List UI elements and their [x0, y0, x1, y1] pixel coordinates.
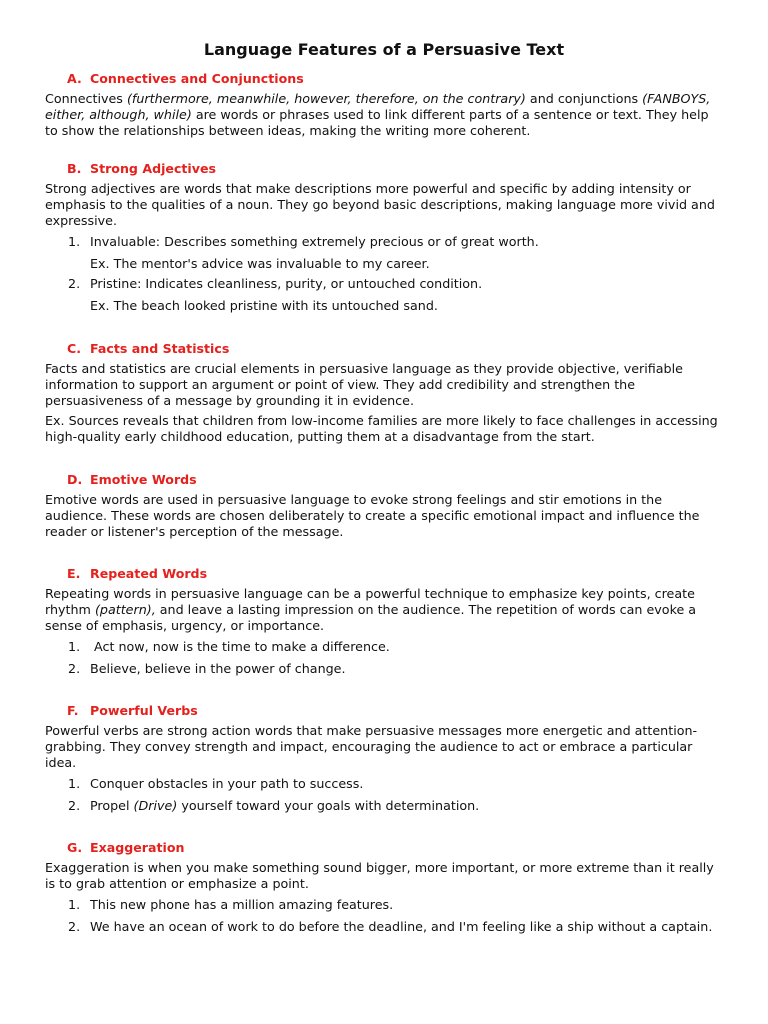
- section-letter: C.: [67, 340, 82, 356]
- section-paragraph: Facts and statistics are crucial elements in persuasive language as they provide objective, verifiable information to support an argument or point of view. They add credibility and strengthen the persuasiveness of a message by grounding it in evidence.: [45, 360, 683, 408]
- section-heading-text: Emotive Words: [90, 471, 197, 487]
- list-item: [45, 919, 723, 935]
- section-heading: [45, 471, 723, 488]
- section-emotive-words: [45, 471, 723, 539]
- section-paragraph: [45, 586, 723, 633]
- section-letter: D.: [67, 471, 83, 487]
- numbered-list: [45, 776, 723, 814]
- section-connectives: [45, 70, 723, 138]
- section-letter: F.: [67, 703, 79, 719]
- list-number: 2.: [68, 660, 81, 676]
- list-number: 1.: [68, 896, 81, 912]
- numbered-list: [45, 897, 723, 935]
- numbered-list: [45, 639, 723, 677]
- section-facts-statistics: [45, 340, 723, 445]
- section-letter: A.: [67, 71, 82, 86]
- list-number: 1.: [68, 638, 81, 654]
- paragraph-text: Connectives: [45, 91, 127, 106]
- section-heading-text: Exaggeration: [90, 840, 185, 856]
- section-paragraph: [45, 91, 723, 138]
- section-heading-text: Strong Adjectives: [90, 161, 216, 177]
- paragraph-text: and conjunctions: [525, 91, 643, 106]
- section-letter: E.: [67, 566, 81, 582]
- list-item: [45, 276, 723, 292]
- list-text-part: Propel: [90, 797, 134, 813]
- numbered-list: [45, 234, 723, 314]
- list-number: 1.: [68, 775, 81, 791]
- paragraph-text: are words or phrases used to link different parts of a sentence or text. They help to show the relationships between ideas, making the writing more coherent.: [45, 106, 709, 138]
- paragraph-text: Repeating words in persuasive language can be a powerful technique to emphasize key points, create rhythm: [45, 586, 695, 618]
- list-item-text: Invaluable: Describes something extremely precious or of great worth.: [90, 233, 539, 249]
- list-item-text: [90, 798, 723, 814]
- section-heading: [45, 160, 723, 177]
- section-exaggeration: [45, 839, 723, 934]
- section-heading-text: Connectives and Conjunctions: [90, 71, 304, 86]
- paragraph-italic: (pattern),: [94, 602, 156, 618]
- list-text-italic: (Drive): [133, 797, 178, 813]
- section-paragraph: Strong adjectives are words that make descriptions more powerful and specific by adding intensity or emphasis to the qualities of a noun. They go beyond basic descriptions, making language more vivid and expressive.: [45, 181, 715, 228]
- list-item-text: Conquer obstacles in your path to success.: [90, 775, 364, 791]
- section-heading-text: Repeated Words: [90, 566, 208, 582]
- page-title: Language Features of a Persuasive Text: [203, 40, 565, 59]
- list-item-text: Believe, believe in the power of change.: [90, 660, 346, 676]
- section-heading: [45, 340, 723, 357]
- list-item: [45, 661, 723, 677]
- example-text: Ex. The mentor's advice was invaluable to my career.: [90, 255, 430, 271]
- list-number: 2.: [68, 797, 81, 813]
- section-heading: [45, 702, 723, 719]
- section-heading-text: Facts and Statistics: [90, 340, 230, 356]
- section-repeated-words: [45, 565, 723, 676]
- list-item: [45, 798, 723, 814]
- paragraph-text: and leave a lasting impression on the audience. The repetition of words can evoke a sense of emphasis, urgency, or importance.: [45, 602, 697, 633]
- section-example: Ex. Sources reveals that children from low-income families are more likely to face challenges in accessing high-quality early childhood education, putting them at a disadvantage from the start.: [45, 413, 718, 445]
- section-paragraph: Exaggeration is when you make something sound bigger, more important, or more extreme than it really is to grab attention or emphasize a point.: [45, 860, 714, 892]
- section-paragraph: Emotive words are used in persuasive language to evoke strong feelings and stir emotions in the audience. These words are chosen deliberately to create a specific emotional impact and influence the reader or listener's perception of the message.: [45, 491, 700, 539]
- paragraph-italic: (FANBOYS, either, although, while): [45, 91, 711, 122]
- paragraph-italic: (furthermore, meanwhile, however, therefore, on the contrary): [126, 91, 526, 106]
- list-item: [45, 639, 723, 655]
- list-item-text: We have an ocean of work to do before the deadline, and I'm feeling like a ship without a captain.: [90, 918, 713, 934]
- example-text: Ex. The beach looked pristine with its untouched sand.: [90, 298, 438, 314]
- list-item: [45, 776, 723, 792]
- list-item: [45, 897, 723, 913]
- list-item-text: Act now, now is the time to make a difference.: [90, 638, 390, 654]
- section-paragraph: Powerful verbs are strong action words that make persuasive messages more energetic and attention-grabbing. They convey strength and impact, encouraging the audience to act or embrace a particular idea.: [45, 723, 698, 770]
- section-letter: B.: [67, 161, 82, 177]
- list-number: 2.: [68, 918, 81, 934]
- list-number: 1.: [68, 233, 81, 249]
- list-number: 2.: [68, 276, 81, 292]
- section-heading: [45, 839, 723, 856]
- list-text-part: yourself toward your goals with determination.: [177, 797, 480, 813]
- section-heading: [45, 70, 723, 87]
- section-strong-adjectives: [45, 160, 723, 314]
- list-item: [45, 234, 723, 250]
- section-heading: [45, 565, 723, 582]
- section-heading-text: Powerful Verbs: [90, 703, 198, 719]
- list-item-text: Pristine: Indicates cleanliness, purity, or untouched condition.: [90, 276, 483, 292]
- section-letter: G.: [67, 840, 83, 856]
- section-powerful-verbs: [45, 702, 723, 813]
- list-item-text: This new phone has a million amazing features.: [90, 896, 394, 912]
